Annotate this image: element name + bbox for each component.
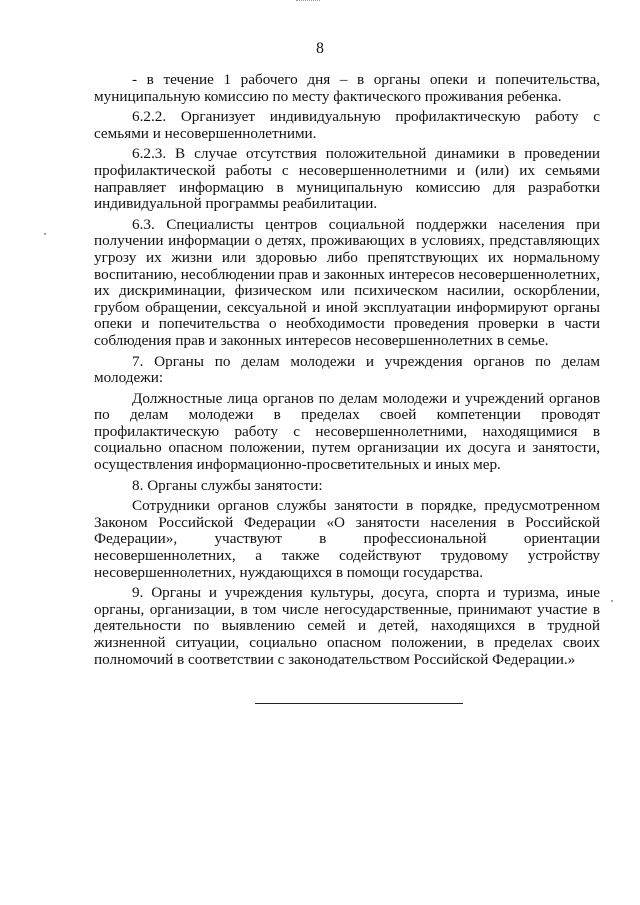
page-number: 8	[316, 40, 324, 57]
paragraph-deadline: - в течение 1 рабочего дня – в органы опеки и попечительства, муниципальную комиссию по месту фактического проживания ребенка.	[94, 71, 600, 105]
paragraph-6-2-3: 6.2.3. В случае отсутствия положительной динамики в проведении профилактической работы с несовершеннолетними и (или) их семьями направляет информацию в муниципальную комиссию для разработки индивидуальной программы реабилитации.	[94, 145, 600, 213]
paragraph-6-3: 6.3. Специалисты центров социальной поддержки населения при получении информации о детях, проживающих в условиях, представляющих угрозу их жизни или здоровью либо препятствующих их нормальному воспитанию, несоблюдении прав и законных интересов несовершеннолетних, их дискриминации, физическом или психическом насилии, оскорблении, грубом обращении, сексуальной и иной эксплуатации информируют органы опеки и попечительства о необходимости проведения проверки в части соблюдения прав и законных интересов несовершеннолетних в семье.	[94, 215, 601, 349]
scan-artifact-top	[296, 0, 320, 4]
paragraph-8-body: Сотрудники органов службы занятости в порядке, предусмотренном Законом Российской Федерации «О занятости населения в Российской Федерации», участвуют в профессиональной ориентации несовершеннолетних, а также содействуют трудовому устройству несовершеннолетних, нуждающихся в помощи государства.	[94, 497, 600, 581]
paragraph-9: 9. Органы и учреждения культуры, досуга, спорта и туризма, иные органы, организации, в том числе негосударственные, принимают участие в деятельности по выявлению семей и детей, находящихся в трудной жизненной ситуации, социально опасном положении, в пределах своих полномочий в соответствии с законодательством Российской Федерации.»	[94, 584, 600, 668]
document-body	[94, 72, 600, 668]
end-separator-line	[255, 703, 463, 704]
paragraph-8-heading: 8. Органы службы занятости:	[132, 476, 323, 494]
paragraph-7-body: Должностные лица органов по делам молодежи и учреждений органов по делам молодежи в пределах своей компетенции проводят профилактическую работу с несовершеннолетними, находящимися в социально опасном положении, путем организации их досуга и занятости, осуществления информационно-просветительных и иных мер.	[94, 389, 600, 474]
paragraph-7-heading: 7. Органы по делам молодежи и учреждения органов по делам молодежи:	[94, 352, 600, 387]
scan-speck	[611, 600, 613, 602]
paragraph-6-2-2: 6.2.2. Организует индивидуальную профилактическую работу с семьями и несовершеннолетними.	[94, 108, 600, 142]
scan-speck	[44, 233, 46, 235]
